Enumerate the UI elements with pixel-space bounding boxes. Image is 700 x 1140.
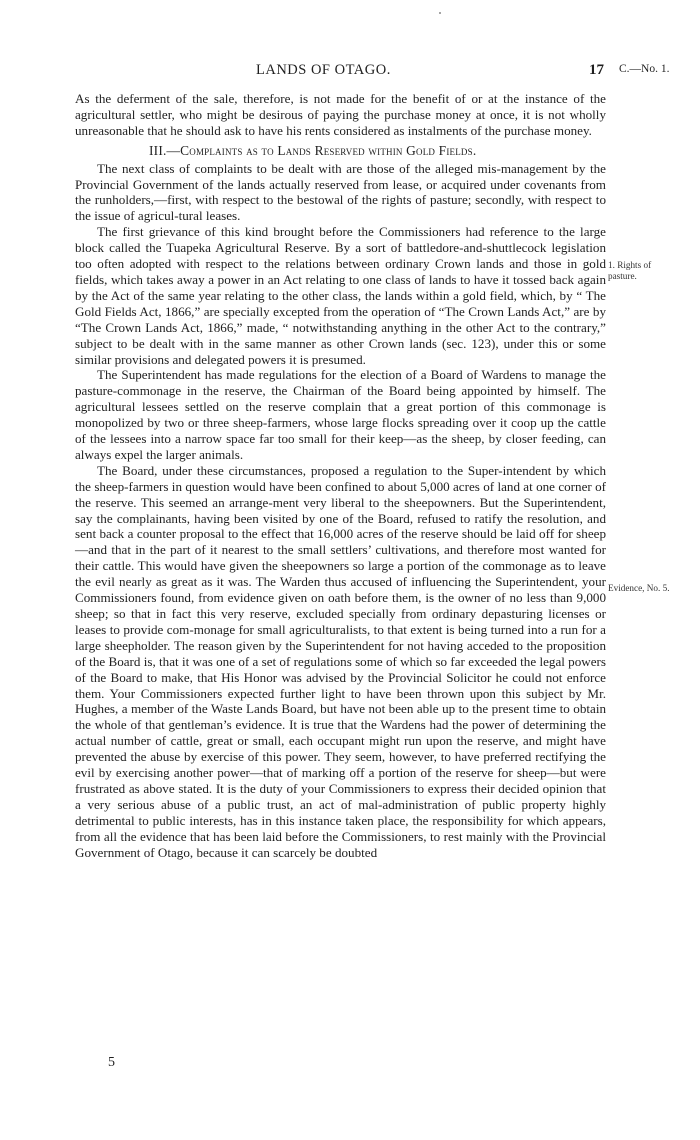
body-text <box>75 91 606 861</box>
paragraph-4: The Superintendent has made regulations for the election of a Board of Wardens to manage the pasture-commonage in the reserve, the Chairman of the Board being appointed by himself. The agricultural lessees settled on the reserve complain that a great portion of this commonage is monopolized by two or three sheep-farmers, whose large flocks spreading over it coop up the cattle of the lessees into a narrow space far too small for their keep—as the sheep, by closer feeding, can always expel the larger animals. <box>75 367 606 462</box>
section-heading: III.—Complaints as to Lands Reserved within Gold Fields. <box>149 142 477 158</box>
page-header <box>0 62 700 80</box>
margin-note-evidence: Evidence, No. 5. <box>608 583 670 593</box>
margin-note-line: 1. Rights of <box>608 260 652 270</box>
paragraph-1: As the deferment of the sale, therefore, is not made for the benefit of or at the instance of the agricultural settler, who might be desirous of paying the purchase money at once, it is not wholly unreasonable that he should ask to have his rents considered as instalments of the purchase money. <box>75 91 606 138</box>
paragraph-2: The next class of complaints to be dealt with are those of the alleged mis-management by the Provincial Government of the lands actually reserved from lease, or acquired under covenants from the runholders,—first, with respect to the bestowal of the rights of pasture; secondly, with respect to the issue of agricul-tural leases. <box>75 160 606 224</box>
document-reference: C.—No. 1. <box>619 63 670 75</box>
paragraph-5: The Board, under these circumstances, proposed a regulation to the Super-intendent by which the sheep-farmers in question would have been confined to about 5,000 acres of land at one corner of the reserve. This seemed an arrange-ment very liberal to the sheepowners. But the Superintendent, say the complainants, having been visited by one of the Board, refused to ratify the resolution, and sent back a counter proposal to the effect that 16,000 acres of the reserve should be laid off for sheep—and that in the part of it nearest to the small settlers’ cultivations, and therefore most wanted for their cattle. This would have given the sheepowners so large a portion of the commonage as to leave the evil nearly as great as it was. The Warden thus accused of influencing the Superintendent, your Commissioners found, from evidence given on oath before them, is the owner of no less than 9,000 sheep; so that in fact this very reserve, excluded specially from ordinary depasturing licenses or leases to provide com-monage for small agriculturalists, to that extent is being turned into a run for a large sheepholder. The reason given by the Superintendent for not having acceded to the proposition of the Board is, that it was one of a set of regulations some of which so far exceeded the legal powers of the Board to make, that His Honor was advised by the Provincial Solicitor he could not enforce them. Your Commissioners expected further light to have been thrown upon this subject by Mr. Hughes, a member of the Waste Lands Board, but have not been able up to the present time to obtain the whole of that gentleman’s evidence. It is true that the Wardens had the power of determining the actual number of cattle, great or small, each occupant might run upon the reserve, and might have prevented the abuse by exercise of this power. They seem, however, to have preferred rectifying the evil by exercising another power—that of marking off a portion of the reserve for sheep—but were frustrated as above stated. It is the duty of your Commissioners to express their decided opinion that a very serious abuse of a public trust, an act of mal-administration of public property highly detrimental to public interests, has in this instance taken place, the responsibility for which appears, from all the evidence that has been laid before the Commissioners, to rest mainly with the Provincial Government of Otago, because it can scarcely be doubted <box>75 462 606 860</box>
signature-mark: 5 <box>108 1055 115 1070</box>
margin-note-rights-of-pasture <box>608 260 651 281</box>
page-number: 17 <box>589 62 604 78</box>
print-speck <box>439 12 441 14</box>
margin-note-line: pasture. <box>608 270 637 281</box>
running-title: LANDS OF OTAGO. <box>256 62 391 78</box>
paragraph-3: The first grievance of this kind brought before the Commissioners had reference to the large block called the Tuapeka Agricultural Reserve. By a sort of battledore-and-shuttlecock legislation too often adopted with respect to the relations between ordinary Crown lands and those in gold fields, which takes away a power in an Act relating to one class of lands to have it tossed back again by the Act of the same year relating to the other class, the lands within a gold field, which, by “ The Gold Fields Act, 1866,” are specially excepted from the operation of “The Crown Lands Act,” are by “The Crown Lands Act, 1866,” made, “ notwithstanding anything in the other Act to the contrary,” subject to be dealt with in the same manner as other Crown lands (sec. 123), under this or some similar provisions and delegated powers it is presumed. <box>75 224 606 367</box>
